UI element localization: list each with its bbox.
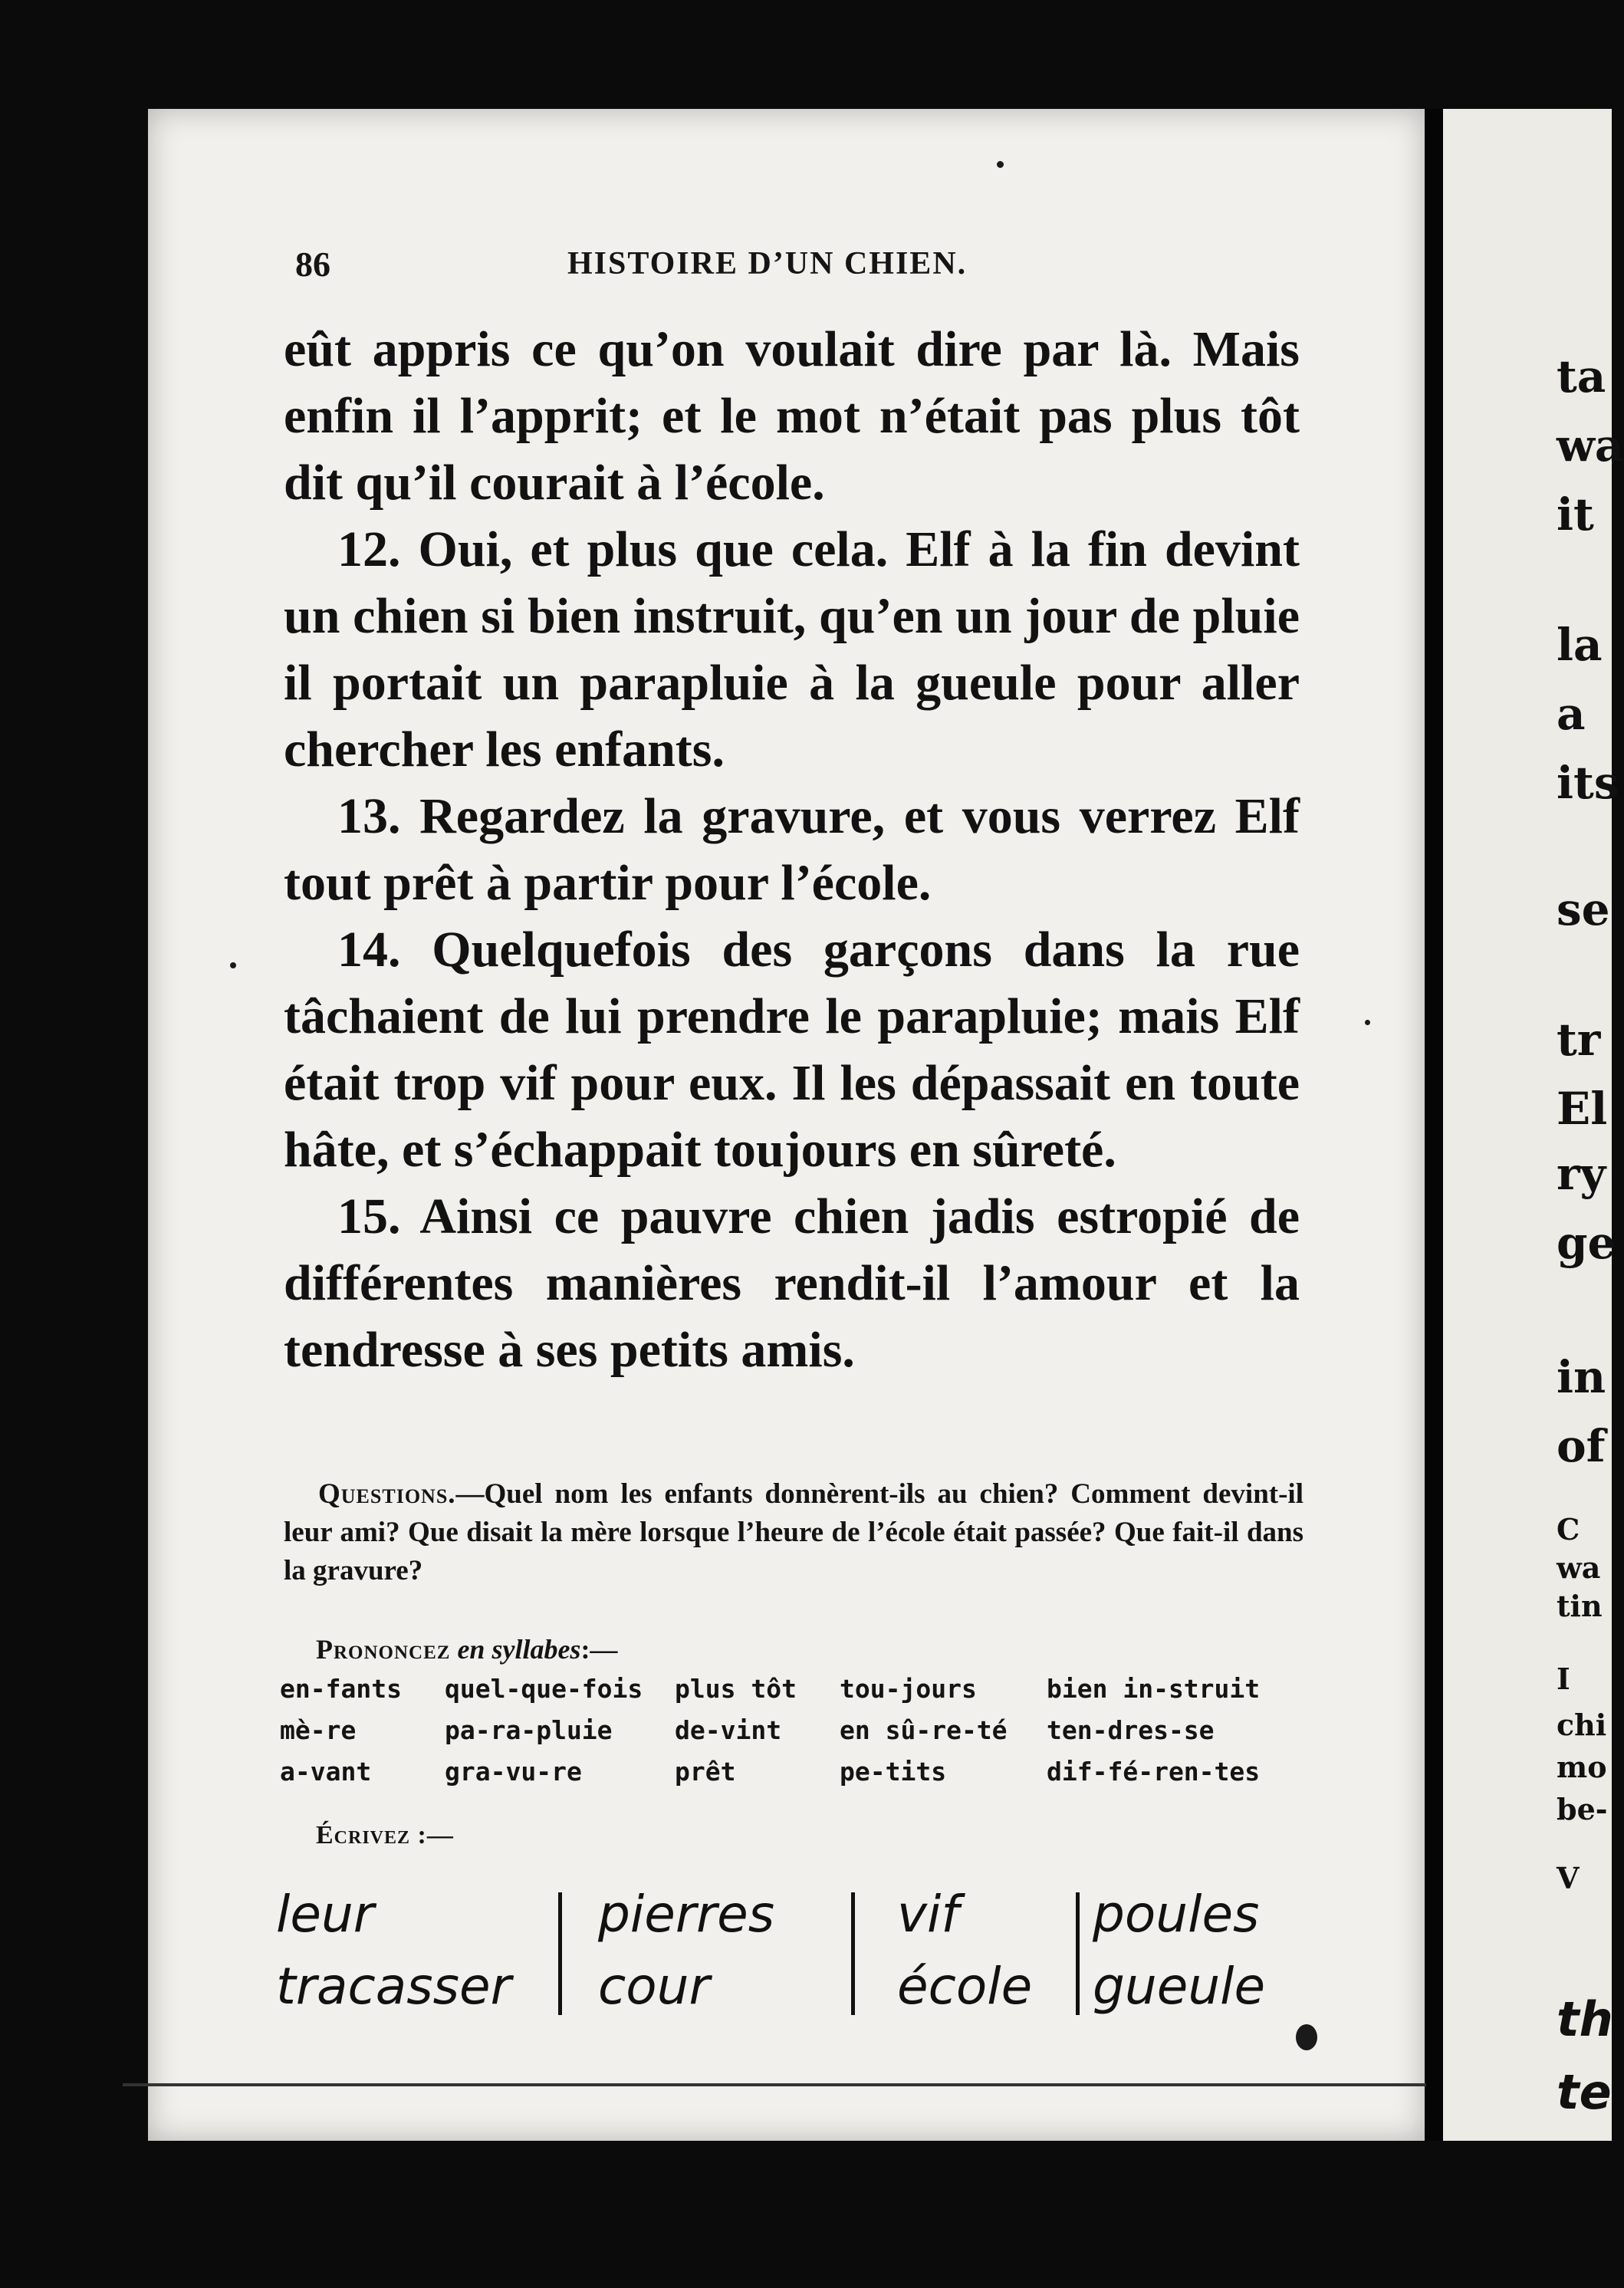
syllable-cell: gra-vu-re <box>445 1757 582 1787</box>
next-page-fragment: ry <box>1557 1148 1606 1200</box>
ink-blot <box>1296 2024 1317 2050</box>
syllable-cell: dif-fé-ren-tes <box>1047 1757 1261 1787</box>
syllable-cell: a-vant <box>280 1757 372 1787</box>
script-word: poules <box>1093 1885 1260 1944</box>
next-page-fragment: V <box>1557 1861 1580 1895</box>
questions-text: —Quel nom les enfants donnèrent-ils au chien? Comment devint-il leur ami? Que disait la mère lorsque l’heure de l’école était passée? Que fait-il dans la gravure? <box>284 1478 1303 1586</box>
pronounce-heading <box>316 1633 617 1665</box>
syllable-cell: en-fants <box>280 1674 402 1704</box>
paragraph: 14. Quelquefois des garçons dans la rue tâchaient de lui prendre le parapluie; mais Elf était trop vif pour eux. Il les dépassait en toute hâte, et s’échappait toujours en sûreté. <box>284 922 1300 1178</box>
next-page-fragment: te <box>1557 2064 1612 2120</box>
ink-speck <box>1365 1020 1370 1025</box>
syllable-cell: pe-tits <box>840 1757 947 1787</box>
next-page-fragment: of <box>1557 1420 1606 1472</box>
syllable-cell: tou-jours <box>840 1674 977 1704</box>
script-word: tracasser <box>276 1957 511 2016</box>
syllable-table <box>280 1674 1307 1798</box>
next-page-fragment: its <box>1557 757 1619 809</box>
page-gutter <box>1425 109 1443 2141</box>
write-heading: Écrivez :— <box>316 1821 454 1849</box>
next-page-fragment: mo <box>1557 1750 1607 1784</box>
next-page-fragment: la <box>1557 619 1603 671</box>
next-page-fragment: se <box>1557 883 1610 935</box>
next-page-fragment: tr <box>1557 1014 1601 1066</box>
questions-block <box>284 1475 1303 1590</box>
next-page-fragment: be- <box>1557 1792 1608 1826</box>
next-page-fragment: I <box>1557 1662 1570 1696</box>
syllable-cell: bien in-struit <box>1047 1674 1261 1704</box>
script-column <box>1093 1879 1265 2023</box>
script-word: cour <box>598 1957 710 2016</box>
next-page-fragment: a <box>1557 688 1586 740</box>
paragraph: eût appris ce qu’on voulait dire par là. Mais enfin il l’apprit; et le mot n’était pas plus tôt dit qu’il courait à l’école. <box>284 321 1300 511</box>
pronounce-heading-tail: :— <box>580 1634 618 1665</box>
running-title: HISTOIRE D’UN CHIEN. <box>567 246 968 281</box>
next-page-fragment: chi <box>1557 1708 1607 1742</box>
next-page-fragment: tin <box>1557 1589 1603 1623</box>
ink-speck <box>230 962 236 968</box>
next-page-edge <box>1443 109 1624 2141</box>
pronounce-heading-italic: en syllabes <box>457 1634 581 1665</box>
paragraph: 13. Regardez la gravure, et vous verrez Elf tout prêt à partir pour l’école. <box>284 788 1300 911</box>
next-page-fragment: C <box>1557 1512 1580 1547</box>
script-word: vif <box>897 1885 959 1944</box>
syllable-cell: de-vint <box>675 1715 782 1745</box>
body-text <box>284 316 1300 1383</box>
script-word-exercise <box>276 1879 1303 2024</box>
syllable-cell: plus tôt <box>675 1674 797 1704</box>
next-page-fragment: in <box>1557 1351 1606 1403</box>
next-page-fragment: ge <box>1557 1217 1616 1269</box>
next-page-fragment: wa <box>1557 1550 1601 1585</box>
syllable-cell: mè-re <box>280 1715 357 1745</box>
column-divider <box>851 1892 855 2015</box>
paragraph: 12. Oui, et plus que cela. Elf à la fin devint un chien si bien instruit, qu’en un jour de pluie il portait un parapluie à la gueule pour aller chercher les enfants. <box>284 521 1300 777</box>
script-column <box>276 1879 511 2023</box>
page-header <box>295 244 1323 290</box>
script-column <box>897 1879 1032 2023</box>
ink-speck <box>997 161 1004 168</box>
paragraph: 15. Ainsi ce pauvre chien jadis estropié de différentes manières rendit-il l’amour et la tendresse à ses petits amis. <box>284 1188 1300 1378</box>
bottom-border-rule <box>123 2083 1426 2086</box>
column-divider <box>1076 1892 1080 2015</box>
pronounce-heading-caps: Prononcez <box>316 1634 451 1665</box>
questions-label: Questions. <box>318 1478 456 1510</box>
script-word: leur <box>276 1885 374 1944</box>
script-column <box>598 1879 774 2023</box>
next-page-fragment: ta <box>1557 350 1606 403</box>
syllable-cell: en sû-re-té <box>840 1715 1008 1745</box>
next-page-fragment: th <box>1557 1991 1613 2047</box>
column-divider <box>558 1892 562 2015</box>
syllable-cell: prêt <box>675 1757 736 1787</box>
next-page-fragment: El <box>1557 1083 1608 1135</box>
syllable-cell: ten-dres-se <box>1047 1715 1215 1745</box>
next-page-fragment: wa <box>1557 419 1624 472</box>
page-number: 86 <box>295 245 330 284</box>
script-word: pierres <box>598 1885 775 1944</box>
syllable-cell: pa-ra-pluie <box>445 1715 613 1745</box>
script-word: école <box>897 1957 1033 2016</box>
syllable-cell: quel-que-fois <box>445 1674 643 1704</box>
next-page-fragment: it <box>1557 488 1594 541</box>
script-word: gueule <box>1093 1957 1266 2016</box>
